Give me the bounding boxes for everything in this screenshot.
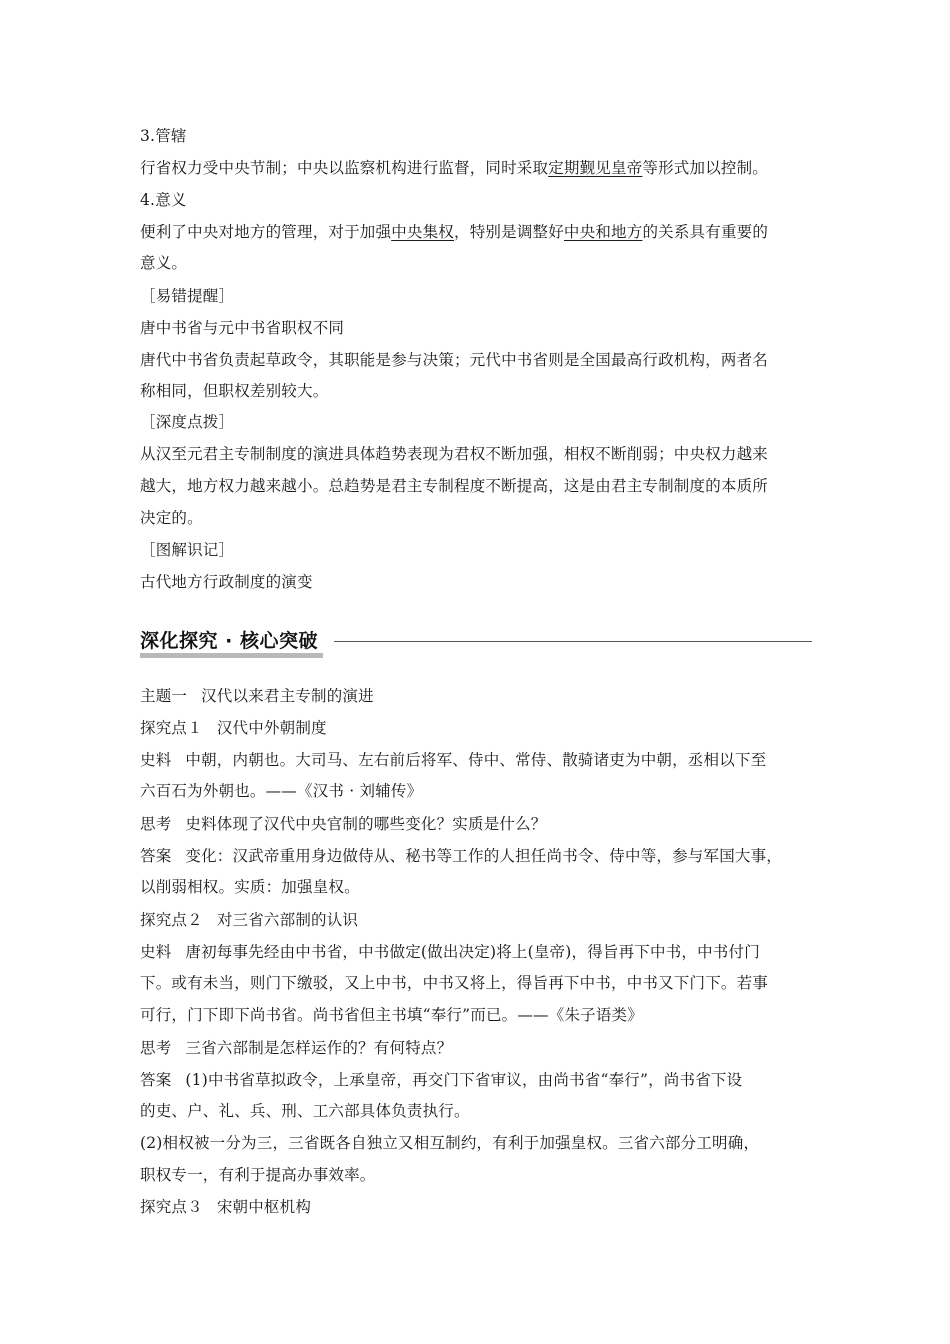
- text-segment: 的关系具有重要的: [642, 223, 769, 241]
- text-segment: 等形式加以控制。: [642, 159, 769, 177]
- text-segment: ，特别是调整好: [454, 223, 564, 241]
- underlined-term: 中央和地方: [563, 223, 643, 241]
- tip-title: 唐中书省与元中书省职权不同: [140, 319, 345, 337]
- think-label: 思考: [140, 815, 172, 833]
- think-text: [140, 1038, 452, 1058]
- answer-text: [140, 846, 782, 866]
- source-line: 可行，门下即下尚书省。尚书省但主书填“奉行”而已。——《朱子语类》: [140, 1006, 643, 1024]
- point-heading: [140, 1197, 311, 1217]
- subheading-jurisdiction: 3.管辖: [140, 127, 187, 145]
- tip-line: 唐代中书省负责起草政令，其职能是参与决策；元代中书省则是全国最高行政机构，两者名: [140, 351, 769, 369]
- point-label: 探究点１: [140, 719, 203, 737]
- source-label: 史料: [140, 943, 172, 961]
- think-label: 思考: [140, 1039, 172, 1057]
- text-segment: 便利了中央对地方的管理，对于加强: [140, 223, 392, 241]
- underlined-term: 定期觐见皇帝: [548, 159, 643, 177]
- answer-line: (2)相权被一分为三，三省既各自独立又相互制约，有利于加强皇权。三省六部分工明确，: [140, 1134, 760, 1152]
- point-title: 对三省六部制的认识: [216, 911, 359, 929]
- depth-line: 越大，地方权力越来越小。总趋势是君主专制程度不断提高，这是由君主专制制度的本质所: [140, 477, 769, 495]
- answer-line: 职权专一，有利于提高办事效率。: [140, 1166, 376, 1184]
- source-line: 下。或有未当，则门下缴驳，又上中书，中书又将上，得旨再下中书，中书又下门下。若事: [140, 974, 769, 992]
- answer-line: 以削弱相权。实质：加强皇权。: [140, 878, 360, 896]
- point-label: 探究点３: [140, 1198, 203, 1216]
- answer-text: [140, 1070, 742, 1090]
- paragraph-significance-cont: 意义。: [140, 254, 188, 272]
- section-banner: [140, 626, 812, 658]
- source-label: 史料: [140, 751, 172, 769]
- think-text: [140, 814, 547, 834]
- tag-depth: ［深度点拨］: [140, 413, 235, 431]
- subheading-significance: 4.意义: [140, 191, 187, 209]
- source-text: [140, 942, 760, 962]
- think-question: 三省六部制是怎样运作的？有何特点？: [185, 1039, 453, 1057]
- theme-heading: [140, 686, 374, 706]
- tag-diagram: ［图解识记］: [140, 541, 235, 559]
- point-title: 汉代中外朝制度: [216, 719, 327, 737]
- paragraph-jurisdiction: [140, 158, 768, 178]
- source-line: 中朝，内朝也。大司马、左右前后将军、侍中、常侍、散骑诸吏为中朝，丞相以下至: [185, 751, 767, 769]
- answer-line: 变化：汉武帝重用身边做侍从、秘书等工作的人担任尚书令、侍中等，参与军国大事，: [185, 847, 783, 865]
- paragraph-significance: [140, 222, 768, 242]
- depth-line: 从汉至元君主专制制度的演进具体趋势表现为君权不断加强，相权不断削弱；中央权力越来: [140, 445, 769, 463]
- section-title: 深化探究 · 核心突破: [140, 630, 318, 652]
- point-heading: [140, 910, 358, 930]
- answer-line: (1)中书省草拟政令，上承皇帝，再交门下省审议，由尚书省“奉行”，尚书省下设: [185, 1071, 743, 1089]
- answer-line: 的吏、户、礼、兵、刑、工六部具体负责执行。: [140, 1102, 470, 1120]
- point-heading: [140, 718, 327, 738]
- answer-label: 答案: [140, 1071, 172, 1089]
- point-title: 宋朝中枢机构: [216, 1198, 312, 1216]
- underlined-term: 中央集权: [391, 223, 455, 241]
- depth-line: 决定的。: [140, 509, 203, 527]
- theme-title: 汉代以来君主专制的演进: [201, 687, 374, 705]
- tag-error-tip: ［易错提醒］: [140, 287, 235, 305]
- point-label: 探究点２: [140, 911, 203, 929]
- banner-rule: [334, 641, 812, 642]
- source-line: 六百石为外朝也。——《汉书 · 刘辅传》: [140, 782, 423, 800]
- answer-label: 答案: [140, 847, 172, 865]
- tip-line: 称相同，但职权差别较大。: [140, 382, 329, 400]
- think-question: 史料体现了汉代中央官制的哪些变化？实质是什么？: [185, 815, 547, 833]
- text-segment: 行省权力受中央节制；中央以监察机构进行监督，同时采取: [140, 159, 549, 177]
- source-line: 唐初每事先经由中书省，中书做定(做出决定)将上(皇帝)，得旨再下中书，中书付门: [185, 943, 760, 961]
- theme-label: 主题一: [140, 687, 188, 705]
- diagram-title: 古代地方行政制度的演变: [140, 573, 313, 591]
- source-text: [140, 750, 766, 770]
